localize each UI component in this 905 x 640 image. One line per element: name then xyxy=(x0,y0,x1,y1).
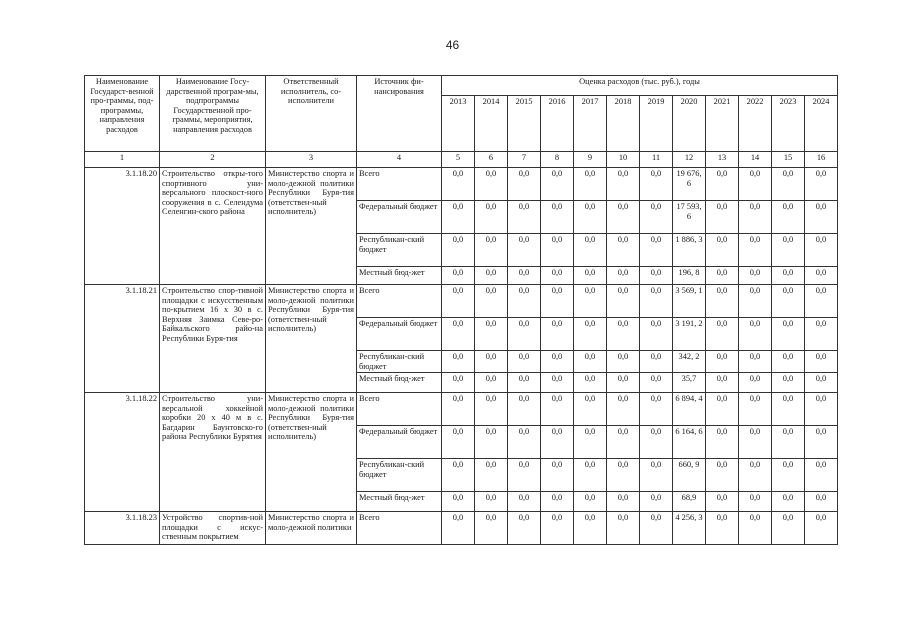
expense-value: 0,0 xyxy=(739,373,772,393)
expense-value: 0,0 xyxy=(541,201,574,234)
expense-value: 0,0 xyxy=(442,373,475,393)
expenditure-table xyxy=(84,75,838,545)
expense-value: 35,7 xyxy=(673,373,706,393)
expense-value: 0,0 xyxy=(706,267,739,285)
expense-value: 0,0 xyxy=(607,393,640,426)
expense-value: 0,0 xyxy=(640,168,673,201)
expense-value: 0,0 xyxy=(541,492,574,512)
year-header: 2020 xyxy=(673,96,706,152)
expense-value: 0,0 xyxy=(574,318,607,351)
year-header: 2014 xyxy=(475,96,508,152)
year-header: 2021 xyxy=(706,96,739,152)
expense-value: 0,0 xyxy=(475,459,508,492)
expense-value: 0,0 xyxy=(541,459,574,492)
expense-value: 0,0 xyxy=(772,492,805,512)
expense-value: 0,0 xyxy=(574,426,607,459)
expense-value: 0,0 xyxy=(772,393,805,426)
column-number: 9 xyxy=(574,152,607,168)
funding-source: Местный бюд-жет xyxy=(357,267,442,285)
expense-value: 0,0 xyxy=(739,459,772,492)
expense-value: 0,0 xyxy=(739,267,772,285)
column-number: 15 xyxy=(772,152,805,168)
year-header: 2018 xyxy=(607,96,640,152)
funding-source: Всего xyxy=(357,512,442,545)
expense-value: 0,0 xyxy=(607,285,640,318)
expense-value: 0,0 xyxy=(706,373,739,393)
expense-value: 0,0 xyxy=(475,426,508,459)
expense-value: 0,0 xyxy=(508,318,541,351)
measure-name: Строительство откры-того спортивного уни-версального плоскост-ного сооружения в с. Селендума Селенгин-ского района xyxy=(160,168,266,285)
expense-value: 0,0 xyxy=(640,318,673,351)
year-header: 2019 xyxy=(640,96,673,152)
expense-value: 0,0 xyxy=(541,285,574,318)
expense-value: 4 256, 3 xyxy=(673,512,706,545)
expense-value: 0,0 xyxy=(541,351,574,373)
expense-value: 0,0 xyxy=(508,267,541,285)
expense-value: 0,0 xyxy=(706,351,739,373)
expense-value: 0,0 xyxy=(574,393,607,426)
expense-value: 0,0 xyxy=(442,393,475,426)
expense-value: 17 593, 6 xyxy=(673,201,706,234)
column-number: 7 xyxy=(508,152,541,168)
expense-value: 0,0 xyxy=(541,318,574,351)
column-number: 6 xyxy=(475,152,508,168)
funding-source: Федеральный бюджет xyxy=(357,318,442,351)
expense-value: 0,0 xyxy=(607,459,640,492)
expense-value: 0,0 xyxy=(607,512,640,545)
expense-value: 0,0 xyxy=(541,373,574,393)
expense-value: 0,0 xyxy=(508,351,541,373)
expense-value: 0,0 xyxy=(640,373,673,393)
expense-value: 0,0 xyxy=(442,168,475,201)
expense-value: 0,0 xyxy=(706,318,739,351)
expense-value: 0,0 xyxy=(772,267,805,285)
expense-value: 0,0 xyxy=(442,459,475,492)
expense-value: 0,0 xyxy=(640,393,673,426)
expense-value: 0,0 xyxy=(739,426,772,459)
expense-value: 0,0 xyxy=(772,426,805,459)
expense-value: 0,0 xyxy=(805,234,838,267)
expense-value: 0,0 xyxy=(772,318,805,351)
expense-value: 342, 2 xyxy=(673,351,706,373)
expense-value: 0,0 xyxy=(442,351,475,373)
expense-value: 0,0 xyxy=(541,426,574,459)
expense-value: 6 164, 6 xyxy=(673,426,706,459)
expense-value: 0,0 xyxy=(739,234,772,267)
expense-value: 0,0 xyxy=(541,393,574,426)
expense-value: 0,0 xyxy=(706,512,739,545)
expense-value: 0,0 xyxy=(739,318,772,351)
expense-value: 0,0 xyxy=(640,492,673,512)
header-estimate: Оценка расходов (тыс. руб.), годы xyxy=(442,76,838,96)
expense-value: 0,0 xyxy=(739,492,772,512)
expense-value: 660, 9 xyxy=(673,459,706,492)
measure-code: 3.1.18.21 xyxy=(85,285,160,393)
expense-value: 0,0 xyxy=(706,234,739,267)
expense-value: 0,0 xyxy=(640,285,673,318)
year-header: 2013 xyxy=(442,96,475,152)
expense-value: 0,0 xyxy=(475,351,508,373)
expense-value: 0,0 xyxy=(475,201,508,234)
expense-value: 0,0 xyxy=(574,492,607,512)
measure-name: Устройство спортив-ной площадки с искус-ственным покрытием xyxy=(160,512,266,545)
expense-value: 0,0 xyxy=(508,492,541,512)
expense-value: 0,0 xyxy=(739,351,772,373)
expense-value: 0,0 xyxy=(442,492,475,512)
column-number-row xyxy=(85,152,838,168)
column-number: 1 xyxy=(85,152,160,168)
expense-value: 0,0 xyxy=(640,234,673,267)
expense-value: 0,0 xyxy=(706,459,739,492)
expense-value: 0,0 xyxy=(805,373,838,393)
expense-value: 0,0 xyxy=(805,285,838,318)
expense-value: 0,0 xyxy=(805,267,838,285)
expense-value: 0,0 xyxy=(607,234,640,267)
expense-value: 0,0 xyxy=(574,351,607,373)
year-header: 2024 xyxy=(805,96,838,152)
expense-value: 0,0 xyxy=(772,351,805,373)
year-header: 2023 xyxy=(772,96,805,152)
expense-value: 0,0 xyxy=(607,318,640,351)
funding-source: Республикан-ский бюджет xyxy=(357,459,442,492)
column-number: 14 xyxy=(739,152,772,168)
column-number: 4 xyxy=(357,152,442,168)
expense-value: 0,0 xyxy=(772,168,805,201)
table-row xyxy=(85,168,838,201)
funding-source: Федеральный бюджет xyxy=(357,201,442,234)
expense-value: 0,0 xyxy=(475,318,508,351)
column-number: 3 xyxy=(266,152,357,168)
expense-value: 0,0 xyxy=(475,393,508,426)
expense-value: 0,0 xyxy=(640,201,673,234)
expense-value: 1 886, 3 xyxy=(673,234,706,267)
expense-value: 0,0 xyxy=(805,393,838,426)
funding-source: Республикан-ский бюджет xyxy=(357,351,442,373)
expense-value: 0,0 xyxy=(805,168,838,201)
measure-code: 3.1.18.22 xyxy=(85,393,160,512)
expense-value: 0,0 xyxy=(805,492,838,512)
expense-value: 0,0 xyxy=(574,512,607,545)
funding-source: Всего xyxy=(357,393,442,426)
expense-value: 0,0 xyxy=(541,267,574,285)
expense-value: 0,0 xyxy=(574,168,607,201)
table-body xyxy=(85,168,838,545)
expense-value: 0,0 xyxy=(442,426,475,459)
expense-value: 0,0 xyxy=(805,318,838,351)
expense-value: 0,0 xyxy=(607,492,640,512)
expense-value: 0,0 xyxy=(442,267,475,285)
expense-value: 0,0 xyxy=(442,234,475,267)
column-number: 11 xyxy=(640,152,673,168)
table-row xyxy=(85,393,838,426)
funding-source: Всего xyxy=(357,285,442,318)
expense-value: 3 569, 1 xyxy=(673,285,706,318)
expense-value: 0,0 xyxy=(772,512,805,545)
expense-value: 0,0 xyxy=(475,512,508,545)
expense-value: 68,9 xyxy=(673,492,706,512)
expense-value: 0,0 xyxy=(607,201,640,234)
expense-value: 0,0 xyxy=(475,373,508,393)
expense-value: 0,0 xyxy=(640,351,673,373)
expense-value: 0,0 xyxy=(706,201,739,234)
expense-value: 0,0 xyxy=(640,426,673,459)
expense-value: 0,0 xyxy=(475,492,508,512)
expense-value: 0,0 xyxy=(442,512,475,545)
expense-value: 0,0 xyxy=(805,426,838,459)
funding-source: Всего xyxy=(357,168,442,201)
funding-source: Местный бюд-жет xyxy=(357,492,442,512)
expense-value: 0,0 xyxy=(772,459,805,492)
expense-value: 0,0 xyxy=(508,168,541,201)
column-number: 16 xyxy=(805,152,838,168)
measure-code: 3.1.18.20 xyxy=(85,168,160,285)
header-source: Источник фи-нансирования xyxy=(357,76,442,152)
header-executor: Ответственный исполнитель, со-исполнители xyxy=(266,76,357,152)
responsible-executor: Министерство спорта и моло-дежной политики Республики Буря-тия (ответствен-ный исполнитель) xyxy=(266,285,357,393)
responsible-executor: Министерство спорта и моло-дежной политики Республики Буря-тия (ответствен-ный исполнитель) xyxy=(266,393,357,512)
expense-value: 0,0 xyxy=(442,201,475,234)
expense-value: 0,0 xyxy=(772,373,805,393)
year-header: 2022 xyxy=(739,96,772,152)
expense-value: 0,0 xyxy=(805,459,838,492)
expense-value: 0,0 xyxy=(475,168,508,201)
expense-value: 0,0 xyxy=(739,168,772,201)
measure-code: 3.1.18.23 xyxy=(85,512,160,545)
column-number: 10 xyxy=(607,152,640,168)
expense-value: 0,0 xyxy=(640,267,673,285)
expense-value: 0,0 xyxy=(607,267,640,285)
expense-value: 0,0 xyxy=(607,351,640,373)
header-program: Наименование Государст-венной про-граммы, под-программы, направления расходов xyxy=(85,76,160,152)
responsible-executor: Министерство спорта и моло-дежной политики xyxy=(266,512,357,545)
expense-value: 0,0 xyxy=(772,234,805,267)
expense-value: 0,0 xyxy=(475,234,508,267)
expense-value: 0,0 xyxy=(574,234,607,267)
expense-value: 0,0 xyxy=(640,512,673,545)
expense-value: 0,0 xyxy=(574,459,607,492)
expense-value: 6 894, 4 xyxy=(673,393,706,426)
year-header: 2017 xyxy=(574,96,607,152)
year-header: 2016 xyxy=(541,96,574,152)
responsible-executor: Министерство спорта и моло-дежной политики Республики Буря-тия (ответствен-ный исполнитель) xyxy=(266,168,357,285)
expense-value: 0,0 xyxy=(739,285,772,318)
header-measure: Наименование Госу-дарственной програм-мы, подпрограммы Государственной про-граммы, мероприятия, направления расходов xyxy=(160,76,266,152)
expense-value: 0,0 xyxy=(706,285,739,318)
expense-value: 3 191, 2 xyxy=(673,318,706,351)
expense-value: 0,0 xyxy=(706,168,739,201)
expense-value: 0,0 xyxy=(607,168,640,201)
expense-value: 0,0 xyxy=(574,373,607,393)
expense-value: 0,0 xyxy=(607,373,640,393)
expense-value: 0,0 xyxy=(706,393,739,426)
expense-value: 0,0 xyxy=(607,426,640,459)
column-number: 2 xyxy=(160,152,266,168)
expense-value: 0,0 xyxy=(739,201,772,234)
expense-value: 0,0 xyxy=(541,512,574,545)
funding-source: Местный бюд-жет xyxy=(357,373,442,393)
expense-value: 0,0 xyxy=(475,267,508,285)
expense-value: 0,0 xyxy=(574,201,607,234)
year-header: 2015 xyxy=(508,96,541,152)
expense-value: 0,0 xyxy=(805,351,838,373)
expense-value: 0,0 xyxy=(541,234,574,267)
column-number: 12 xyxy=(673,152,706,168)
expense-value: 0,0 xyxy=(508,373,541,393)
measure-name: Строительство спор-тивной площадки с искусственным по-крытием 16 х 30 в с. Верхняя Заимка Севе-ро-Байкальского райо-на Республики Буря-тия xyxy=(160,285,266,393)
column-number: 8 xyxy=(541,152,574,168)
expense-value: 0,0 xyxy=(508,393,541,426)
column-number: 5 xyxy=(442,152,475,168)
expense-value: 0,0 xyxy=(508,459,541,492)
expense-value: 0,0 xyxy=(541,168,574,201)
column-number: 13 xyxy=(706,152,739,168)
expense-value: 0,0 xyxy=(739,393,772,426)
expense-value: 0,0 xyxy=(772,285,805,318)
table-row xyxy=(85,512,838,545)
expense-value: 0,0 xyxy=(508,426,541,459)
measure-name: Строительство уни-версальной хоккейной коробки 20 х 40 м в с. Багдарин Баунтовско-го района Республики Бурятия xyxy=(160,393,266,512)
page-number: 46 xyxy=(445,38,460,52)
expense-value: 0,0 xyxy=(442,285,475,318)
expense-value: 0,0 xyxy=(706,426,739,459)
funding-source: Федеральный бюджет xyxy=(357,426,442,459)
expense-value: 0,0 xyxy=(442,318,475,351)
expense-value: 0,0 xyxy=(805,201,838,234)
expense-value: 0,0 xyxy=(805,512,838,545)
expense-value: 0,0 xyxy=(706,492,739,512)
funding-source: Республикан-ский бюджет xyxy=(357,234,442,267)
expense-value: 0,0 xyxy=(508,285,541,318)
expense-value: 0,0 xyxy=(739,512,772,545)
expense-value: 19 676, 6 xyxy=(673,168,706,201)
expense-value: 0,0 xyxy=(508,201,541,234)
expense-value: 0,0 xyxy=(508,512,541,545)
expense-value: 0,0 xyxy=(574,285,607,318)
table-row xyxy=(85,285,838,318)
expense-value: 0,0 xyxy=(475,285,508,318)
expense-value: 0,0 xyxy=(640,459,673,492)
expense-value: 196, 8 xyxy=(673,267,706,285)
expense-value: 0,0 xyxy=(508,234,541,267)
expense-value: 0,0 xyxy=(574,267,607,285)
expense-value: 0,0 xyxy=(772,201,805,234)
